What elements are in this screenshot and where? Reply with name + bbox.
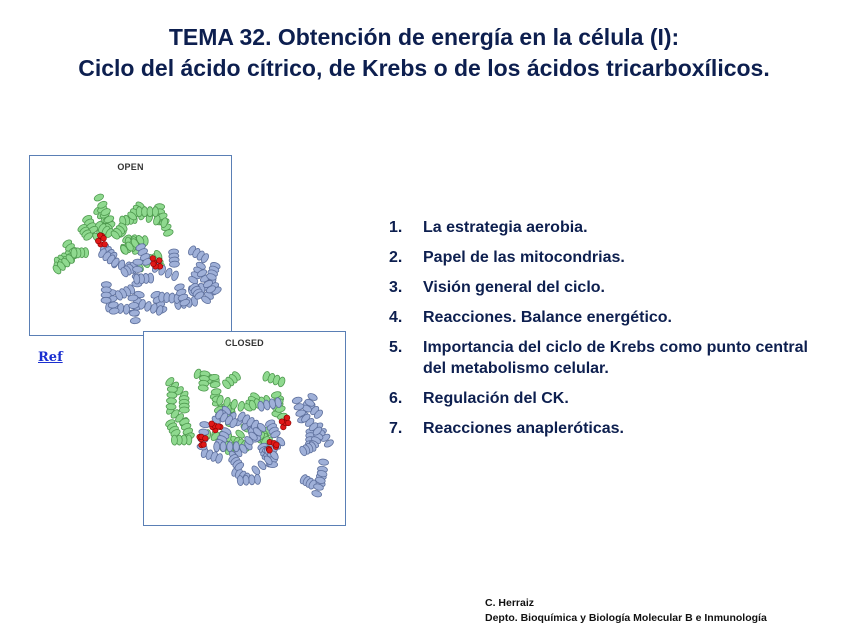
open-protein-image	[30, 156, 231, 335]
topic-item	[389, 217, 829, 238]
open-label: OPEN	[117, 162, 144, 172]
topic-item	[389, 307, 829, 328]
title-line-2: Ciclo del ácido cítrico, de Krebs o de los ácidos tricarboxílicos.	[78, 55, 770, 81]
topic-text: Reacciones anapleróticas.	[423, 420, 624, 437]
topic-list	[389, 217, 829, 448]
topic-text: Visión general del ciclo.	[423, 279, 605, 296]
topic-number: 7.	[389, 420, 403, 437]
topic-item	[389, 337, 829, 379]
topic-number: 2.	[389, 249, 403, 266]
slide-title	[0, 22, 848, 84]
closed-structure-figure	[143, 331, 346, 526]
closed-label: CLOSED	[225, 338, 264, 348]
topic-text: Regulación del CK.	[423, 390, 569, 407]
topic-item	[389, 418, 829, 439]
topic-text: Reacciones. Balance energético.	[423, 309, 672, 326]
topic-item	[389, 247, 829, 268]
topic-item	[389, 277, 829, 298]
topic-text: Importancia del ciclo de Krebs como punto central del metabolismo celular.	[423, 339, 808, 377]
topic-text: Papel de las mitocondrias.	[423, 249, 625, 266]
open-structure-figure	[29, 155, 232, 336]
topic-number: 1.	[389, 219, 403, 236]
author-department: Depto. Bioquímica y Biología Molecular B e Inmunología	[485, 612, 767, 624]
topic-number: 3.	[389, 279, 403, 296]
topic-number: 5.	[389, 339, 403, 356]
author-credit	[485, 596, 767, 626]
topic-text: La estrategia aerobia.	[423, 219, 588, 236]
topic-number: 6.	[389, 390, 403, 407]
topic-item	[389, 388, 829, 409]
topic-number: 4.	[389, 309, 403, 326]
closed-protein-image	[144, 332, 345, 525]
author-name: C. Herraiz	[485, 597, 535, 609]
title-line-1: TEMA 32. Obtención de energía en la célula (I):	[168, 24, 680, 50]
ref-link[interactable]: Ref	[38, 350, 63, 365]
